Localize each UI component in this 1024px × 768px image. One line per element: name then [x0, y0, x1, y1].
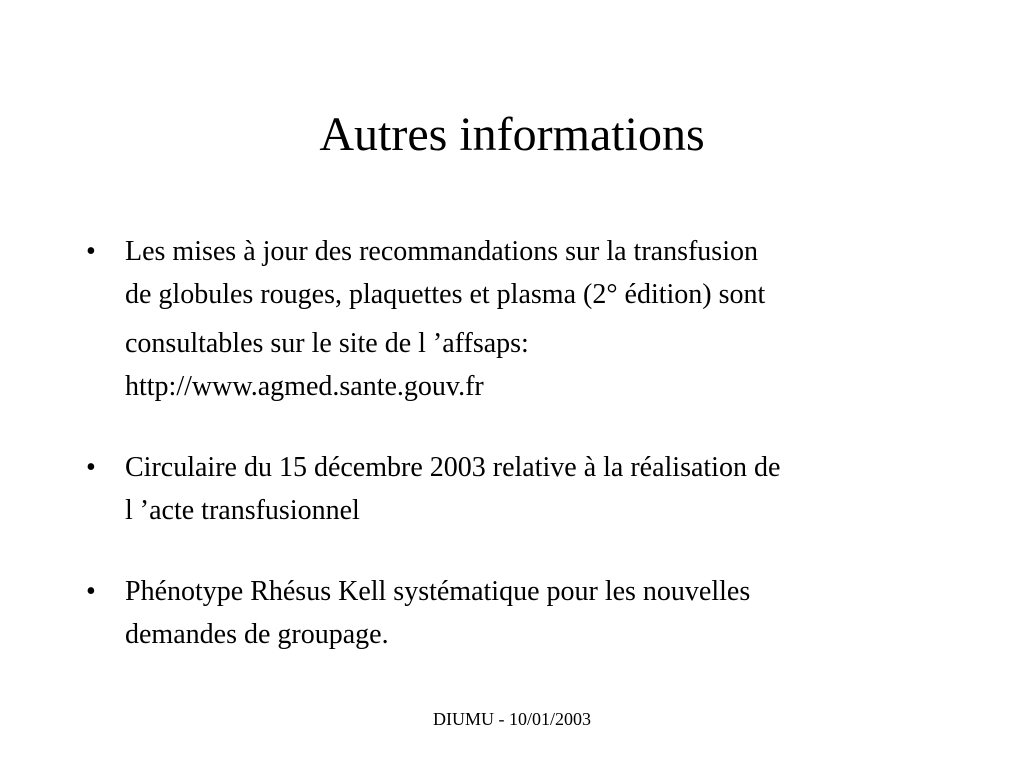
- bullet-line: demandes de groupage.: [125, 619, 389, 650]
- bullet-list: [86, 230, 946, 656]
- slide-title: Autres informations: [319, 108, 705, 161]
- slide-footer: DIUMU - 10/01/2003: [433, 709, 591, 729]
- bullet-icon: •: [86, 576, 96, 607]
- bullet-icon: •: [86, 452, 96, 483]
- bullet-line: l ’acte transfusionnel: [125, 495, 360, 526]
- bullet-item-phenotype: [86, 570, 946, 656]
- bullet-line: Phénotype Rhésus Kell systématique pour les nouvelles: [125, 576, 751, 607]
- bullet-item-circulaire: [86, 446, 946, 532]
- bullet-line: consultables sur le site de l ’affsaps:: [125, 328, 529, 359]
- bullet-icon: •: [86, 236, 96, 267]
- bullet-item-recommandations: [86, 230, 946, 408]
- bullet-line: de globules rouges, plaquettes et plasma (2° édition) sont: [125, 279, 766, 310]
- bullet-line: Circulaire du 15 décembre 2003 relative à la réalisation de: [125, 452, 781, 483]
- bullet-line-url: http://www.agmed.sante.gouv.fr: [125, 371, 484, 402]
- bullet-line: Les mises à jour des recommandations sur la transfusion: [125, 236, 758, 267]
